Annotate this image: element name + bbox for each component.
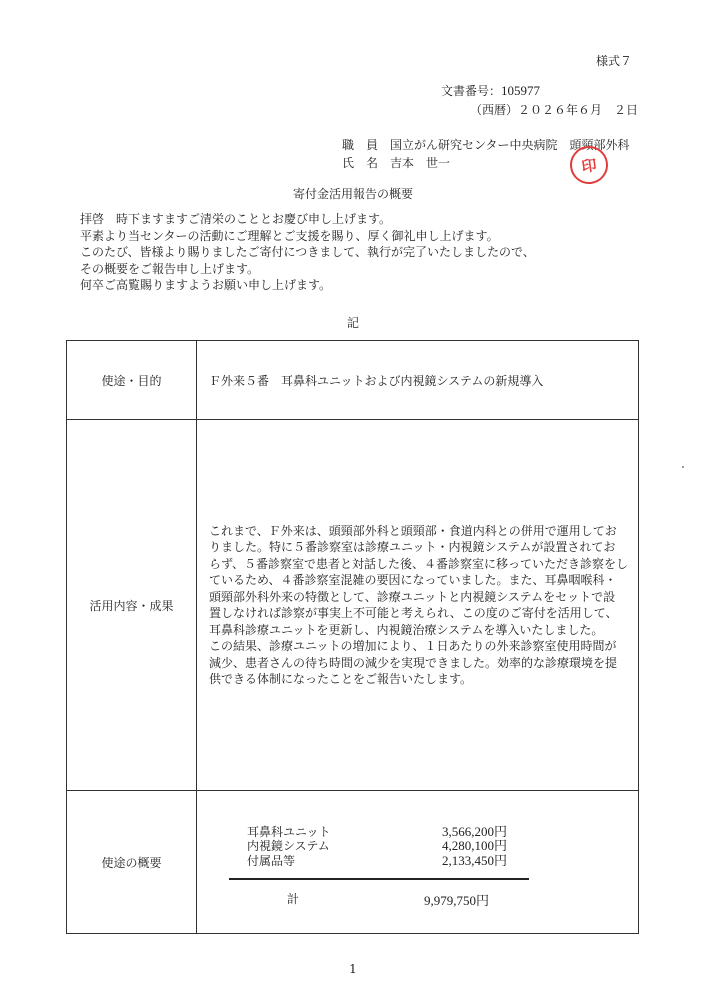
- intro-paragraph: [80, 211, 535, 294]
- intro-line: 平素より当センターの活動にご理解とご支援を賜り、厚く御礼申し上げます。: [80, 228, 499, 243]
- total-label: 計: [287, 892, 300, 907]
- usage-label: 使途の概要: [67, 791, 197, 934]
- document-number-label: 文書番号：: [440, 84, 501, 98]
- form-number: 様式７: [595, 54, 632, 68]
- staff-label: 職 員: [342, 138, 379, 152]
- results-line: 供できる体制になったことをご報告いたします。: [209, 672, 473, 686]
- scan-speck: [682, 466, 684, 468]
- staff-value: 国立がん研究センター中央病院 頭頸部外科: [390, 138, 630, 152]
- intro-line: 拝啓 時下ますますご清栄のこととお慶び申し上げます。: [80, 212, 392, 226]
- results-line: らず、５番診察室で患者と対話した後、４番診察室に移っていただき診察をし: [209, 556, 629, 571]
- table-row-purpose: [67, 341, 639, 420]
- cost-row: [229, 825, 519, 840]
- name-value: 吉本 世一: [390, 156, 451, 170]
- results-text: [209, 523, 629, 688]
- document-title: 寄付金活用報告の概要: [292, 187, 413, 201]
- cost-item-amount: 2,133,450円: [441, 852, 507, 868]
- document-number-value: 105977: [501, 83, 540, 98]
- seal-stamp: 印: [568, 144, 611, 187]
- ki-heading: 記: [346, 316, 359, 330]
- total-row: [229, 890, 519, 909]
- purpose-value: Ｆ外来５番 耳鼻科ユニットおよび内視鏡システムの新規導入: [197, 341, 639, 420]
- results-line: ているため、４番診察室混雑の要因になっていました。また、耳鼻咽喉科・: [209, 573, 617, 587]
- intro-line: その概要をご報告申し上げます。: [80, 261, 260, 276]
- results-line: 耳鼻科診療ユニットを更新し、内視鏡治療システムを導入いたしました。: [209, 622, 604, 637]
- cost-breakdown: [229, 825, 519, 910]
- table-row-usage: [67, 791, 639, 934]
- total-amount: 9,979,750円: [423, 893, 489, 909]
- name-label: 氏 名: [342, 156, 379, 170]
- results-line: 頭頸部外科外来の特徴として、診療ユニットと内視鏡システムをセットで設: [209, 589, 616, 604]
- results-line: りました。特に５番診察室は診療ユニット・内視鏡システムが設置されてお: [209, 540, 616, 554]
- purpose-label: 使途・目的: [67, 341, 197, 420]
- intro-line: 何卒ご高覧賜りますようお願い申し上げます。: [80, 278, 332, 292]
- cost-row: [229, 854, 519, 869]
- cost-item-name: 付属品等: [247, 853, 296, 868]
- table-row-results: [67, 420, 639, 791]
- cost-item-amount: 3,566,200円: [441, 823, 507, 839]
- cost-item-name: 耳鼻科ユニット: [247, 824, 331, 839]
- page-number: 1: [349, 962, 357, 976]
- intro-line: このたび、皆様より賜りましたご寄付につきまして、執行が完了いたしましたので、: [80, 245, 535, 259]
- total-divider: [229, 878, 529, 880]
- cost-item-name: 内視鏡システム: [247, 839, 330, 854]
- name-line: [342, 154, 450, 171]
- results-line: この結果、診療ユニットの増加により、１日あたりの外来診察室使用時間が: [209, 639, 617, 653]
- results-label: 活用内容・成果: [67, 420, 197, 791]
- results-line: これまで、Ｆ外来は、頭頸部外科と頭頸部・食道内科との併用で運用してお: [209, 523, 617, 538]
- report-table: [66, 340, 639, 934]
- usage-value: [197, 791, 639, 934]
- cost-item-amount: 4,280,100円: [441, 838, 507, 854]
- document-date: （西暦）２０２６年６月 ２日: [469, 103, 638, 117]
- document-number: [441, 82, 540, 99]
- results-line: 置しなければ診察が事実上不可能と考えられ、この度のご寄付を活用して、: [209, 606, 618, 620]
- results-value: [197, 420, 639, 791]
- results-line: 減少、患者さんの待ち時間の減少を実現できました。効率的な診療環境を提: [209, 655, 618, 670]
- cost-row: [229, 839, 519, 854]
